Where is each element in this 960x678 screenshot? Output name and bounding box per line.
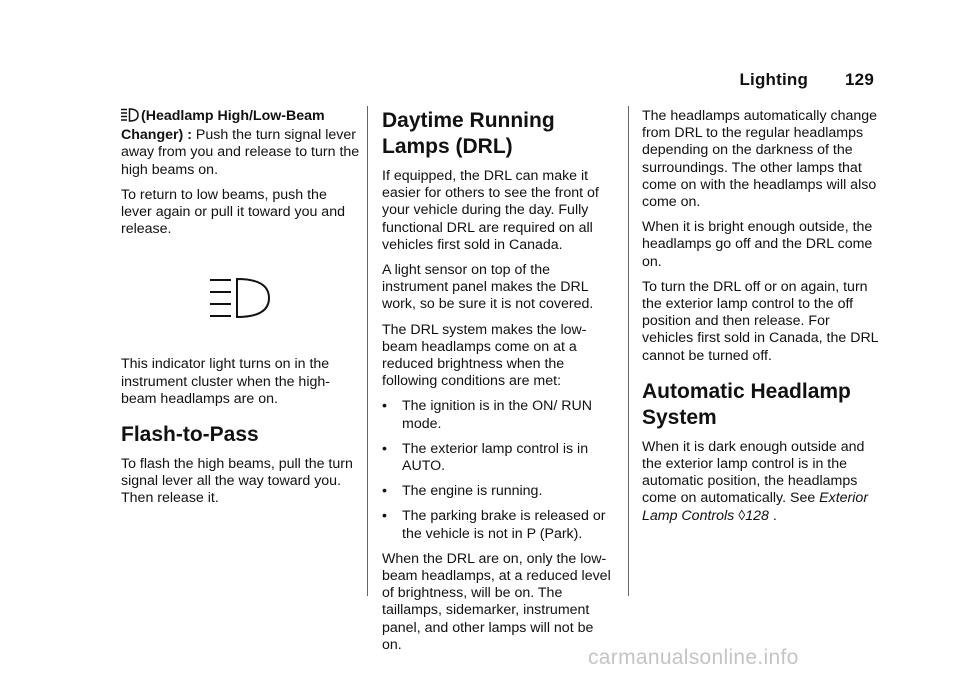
high-beam-paragraph: [121, 108, 361, 179]
high-beam-term: (Headlamp High/Low-Beam Changer) :: [121, 108, 325, 144]
drl-paragraph-7: To turn the DRL off or on again, turn the exterior lamp control to the off position and then release. For vehicles first sold in Canada, the DRL cannot be turned off.: [642, 278, 879, 364]
exterior-lamp-controls-link[interactable]: Exterior Lamp Controls: [642, 490, 869, 524]
drl-paragraph-2: A light sensor on top of the instrument panel makes the DRL work, so be sure it is not covered.: [382, 262, 594, 313]
low-beam-paragraph: To return to low beams, push the lever again or pull it toward you and release.: [121, 186, 345, 238]
indicator-figure: [121, 246, 361, 356]
drl-paragraph-1: If equipped, the DRL can make it easier for others to see the front of your vehicle during the day. Fully functional DRL are required on all vehicles first sold in Canada.: [382, 168, 599, 253]
column-3: [642, 108, 882, 533]
column-divider: [628, 106, 629, 596]
column-2: [382, 108, 617, 662]
list-item-text: The engine is running.: [402, 483, 543, 500]
drl-paragraph-6: When it is bright enough outside, the headlamps go off and the DRL come on.: [642, 219, 873, 270]
drl-paragraph-3: The DRL system makes the low-beam headlamps come on at a reduced brightness when the following conditions are met:: [382, 321, 587, 390]
list-item-text: The ignition is in the ON/ RUN mode.: [402, 398, 593, 432]
flash-to-pass-paragraph: To flash the high beams, pull the turn signal lever all the way toward you. Then release it.: [121, 456, 353, 507]
list-item-text: The parking brake is released or the vehicle is not in P (Park).: [402, 508, 606, 542]
auto-headlamp-paragraph: [642, 439, 882, 525]
sentence-end: .: [768, 507, 777, 524]
list-item: [382, 508, 617, 542]
drl-heading: Daytime Running Lamps (DRL): [382, 109, 555, 158]
bullet-mark: •: [382, 398, 387, 415]
section-title: Lighting: [739, 70, 809, 89]
column-divider: [367, 106, 368, 596]
high-beam-indicator-icon: [209, 276, 271, 320]
page-number: 129: [845, 70, 874, 89]
auto-headlamp-text: When it is dark enough outside and the exterior lamp control is in the automatic position, the headlamps come on automatically. See: [642, 438, 865, 507]
page-header: [739, 70, 874, 90]
bullet-mark: •: [382, 483, 387, 500]
bullet-mark: •: [382, 508, 387, 525]
auto-headlamp-heading: Automatic Headlamp System: [642, 379, 851, 429]
watermark: carmanualsonline.info: [588, 646, 799, 669]
bullet-mark: •: [382, 440, 387, 457]
flash-to-pass-heading: Flash-to-Pass: [121, 423, 259, 447]
high-beam-text: Push the turn signal lever away from you and release to turn the high beams on.: [121, 127, 360, 178]
page-ref-number[interactable]: 128: [745, 507, 769, 524]
indicator-paragraph: This indicator light turns on in the instrument cluster when the high-beam headlamps are on.: [121, 356, 330, 407]
drl-paragraph-4: When the DRL are on, only the low-beam headlamps, at a reduced level of brightness, will be on. The taillamps, sidemarker, instrument panel, and other lamps will not be on.: [382, 550, 611, 653]
column-1: [121, 108, 361, 516]
list-item: [382, 398, 617, 432]
list-item: [382, 483, 617, 500]
drl-paragraph-5: The headlamps automatically change from DRL to the regular headlamps depending on the darkness of the surroundings. The other lamps that come on with the headlamps will also come on.: [642, 108, 878, 211]
high-beam-icon: [121, 108, 139, 127]
page-ref-symbol: ◊: [738, 507, 746, 524]
list-item-text: The exterior lamp control is in AUTO.: [402, 440, 589, 475]
list-item: [382, 441, 617, 475]
